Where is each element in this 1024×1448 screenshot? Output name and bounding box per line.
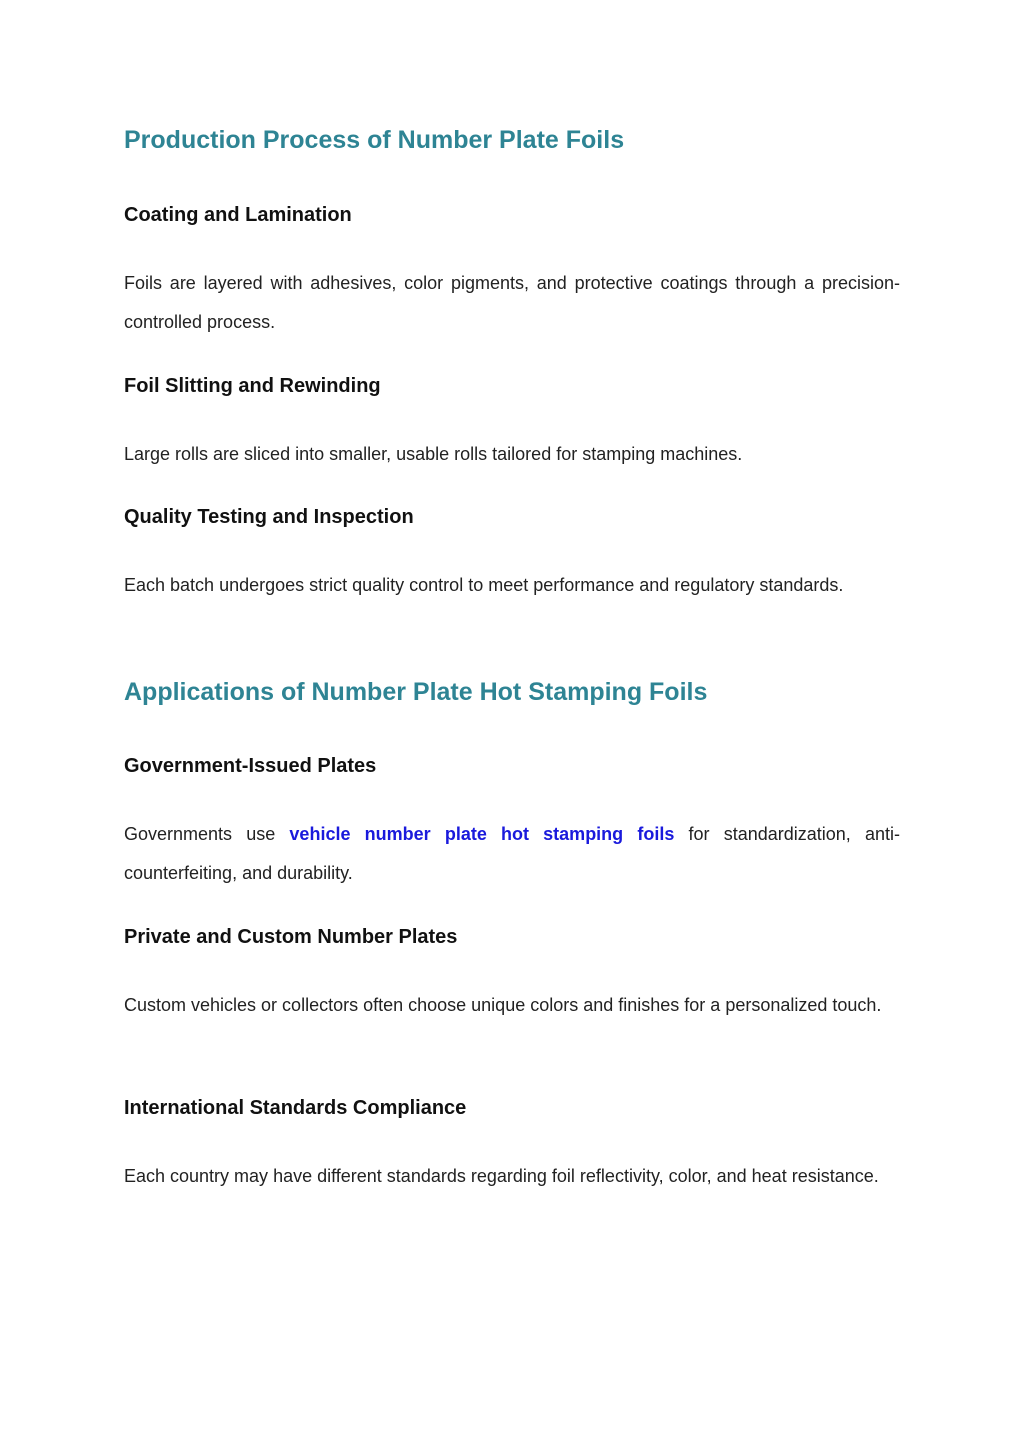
paragraph-international: Each country may have different standards regarding foil reflectivity, color, and heat resistance. [124, 1166, 879, 1186]
subheading-quality: Quality Testing and Inspection [124, 506, 414, 528]
paragraph-government [124, 815, 900, 893]
subheading-international: International Standards Compliance [124, 1097, 467, 1119]
paragraph-quality: Each batch undergoes strict quality control to meet performance and regulatory standards. [124, 575, 844, 595]
paragraph-coating: Foils are layered with adhesives, color pigments, and protective coatings through a precision-controlled process. [124, 273, 900, 332]
subheading-private: Private and Custom Number Plates [124, 926, 458, 948]
paragraph-private: Custom vehicles or collectors often choose unique colors and finishes for a personalized touch. [124, 995, 882, 1015]
government-text-after: for standardization, anti-counterfeiting, and durability. [124, 824, 900, 883]
subheading-slitting: Foil Slitting and Rewinding [124, 375, 381, 397]
subheading-government: Government-Issued Plates [124, 755, 377, 777]
section-title-production: Production Process of Number Plate Foils [124, 126, 625, 154]
paragraph-slitting: Large rolls are sliced into smaller, usable rolls tailored for stamping machines. [124, 444, 743, 464]
government-text-before: Governments use [124, 824, 290, 844]
section-title-applications: Applications of Number Plate Hot Stamping Foils [124, 678, 708, 706]
foils-product-link[interactable]: vehicle number plate hot stamping foils [289, 824, 675, 844]
subheading-coating: Coating and Lamination [124, 204, 352, 226]
